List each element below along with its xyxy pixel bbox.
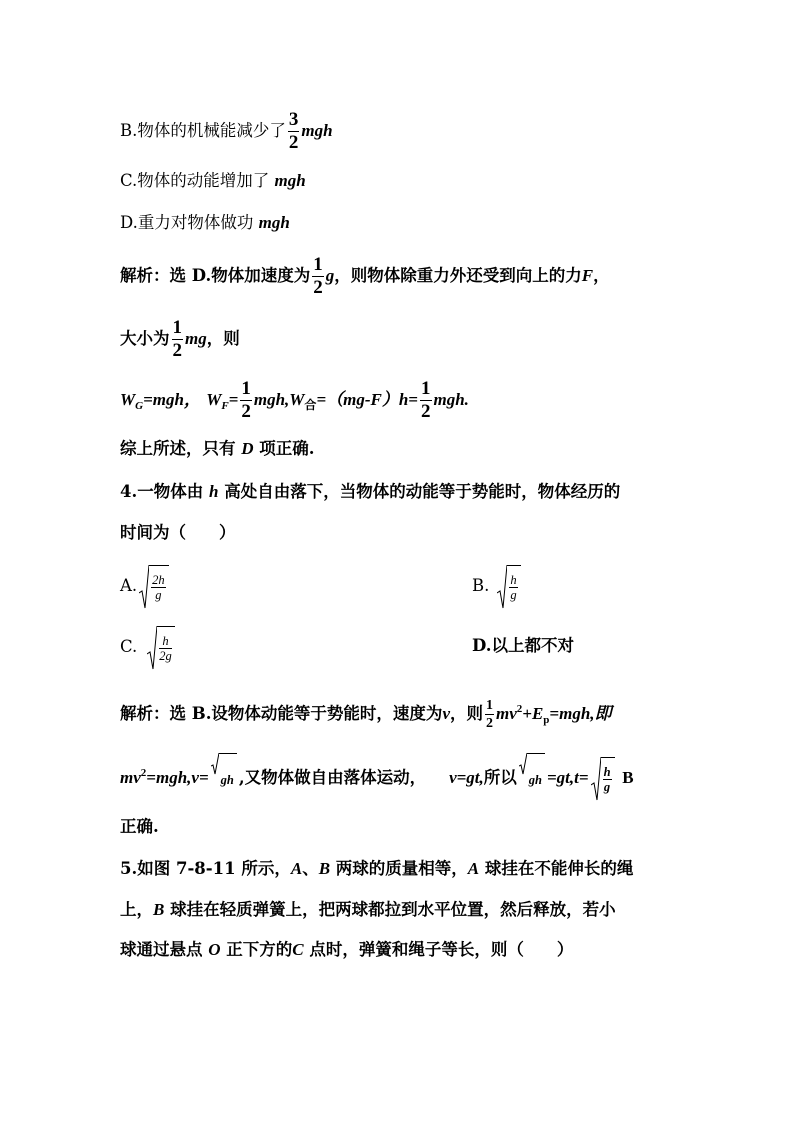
equation-part: = [228,390,239,409]
option-d-expr: mgh [258,213,290,232]
solution4-text: ，则 [449,704,483,723]
question4-line2 [120,522,236,544]
subscript-f: F [221,400,229,412]
solution3-text: ， [593,266,610,285]
frac-num: 2h [152,573,165,587]
work-equation [120,375,469,431]
question4-text: 时间为（ ） [120,523,236,542]
var-g: g [325,266,335,285]
frac-num: 3 [288,109,299,130]
question4-line1 [120,481,620,503]
var-h: h [208,482,219,501]
superscript-2: 2 [140,767,147,779]
option-b-label: B.物体的机械能减少了 [120,121,286,140]
var-a: A [290,859,303,878]
solution4-line3 [120,816,159,838]
sqrt-symbol [147,626,175,670]
frac-num: 1 [241,378,251,399]
var-v: v [442,704,450,723]
frac-num: h [603,765,611,779]
frac-den: 2 [172,340,182,361]
frac-num: 1 [172,317,182,338]
frac-num: 1 [485,698,493,713]
question4-text: 高处自由落下，当物体的动能等于势能时，物体经历的 [224,482,621,501]
q4-option-c [120,624,177,670]
equation-part: mgh. [433,390,469,409]
q4-option-d [472,635,574,657]
question5-line2 [120,899,616,921]
question5-line3 [120,939,573,961]
question5-text: 点时，弹簧和绳子等长，则（ ） [309,940,574,959]
var-w: W [120,390,136,409]
solution3-text: ，则物体除重力外还受到向上的力 [334,266,582,285]
solution4-text: ,又物体做自由落体运动， [238,768,427,787]
solution3-text: 综上所述，只有 [120,439,236,458]
solution3-line2 [120,314,240,364]
fraction-half [485,698,494,731]
sqrt-symbol [591,757,615,801]
var-w: W [289,390,305,409]
var-b: B [153,900,165,919]
question5-text: 球通过悬点 [120,940,203,959]
solution3-line1 [120,251,610,301]
frac-num: h [159,634,172,649]
solution4-text: 所以 [483,768,517,787]
question4-text: 4.一物体由 [120,482,204,501]
question5-text: 两球的质量相等， [335,859,468,878]
subscript-g: G [135,400,144,412]
solution3-text: 解析：选 D.物体加速度为 [120,266,311,285]
subscript-p: p [543,714,550,726]
sqrt-symbol [139,565,169,609]
frac-den: 2 [485,716,493,731]
solution3-conclusion [120,438,315,460]
solution4-text: 解析：选 B.设物体动能等于势能时，速度为 [120,704,443,723]
option-b [120,106,333,156]
equation-part: =（mg-F）h= [316,390,418,409]
option-label: A. [120,576,138,595]
option-label: C. [120,637,138,656]
solution4-text: 正确. [120,817,159,836]
question5-text: 球挂在不能伸长的绳 [484,859,634,878]
frac-num: 1 [421,378,431,399]
expr-mgh: =mgh,即 [549,704,612,723]
solution4-line2 [120,748,634,805]
var-c: C [292,940,304,959]
option-b-expr: mgh [301,121,333,140]
expr-v: =mgh,v= [146,768,209,787]
frac-den: 2 [241,401,251,422]
frac-num: 1 [313,254,323,275]
var-b: B [318,859,331,878]
expr-mv: mv [495,704,517,723]
radicand: gh [528,772,542,787]
fraction-half [420,379,432,422]
sqrt-symbol [497,565,520,609]
frac-den: g [510,588,517,602]
fraction-half [240,379,252,422]
frac-den: g [603,780,611,794]
radicand: gh [220,772,234,787]
fraction-half [312,255,324,298]
sqrt-symbol [519,753,545,805]
var-d: D [241,439,254,458]
frac-den: g [155,588,162,602]
sqrt-symbol [211,753,237,805]
superscript-2: 2 [516,703,523,715]
solution3-text: 大小为 [120,329,170,348]
question5-text: 正下方的 [226,940,293,959]
option-c-expr: mgh [274,171,306,190]
question5-text: 上， [120,900,153,919]
frac-den: 2 [288,132,299,153]
solution3-text: ，则 [206,329,240,348]
question5-text: 5.如图 7-8-11 所示， [120,859,291,878]
solution3-text: 项正确. [259,439,315,458]
expr-mv: mv [120,768,141,787]
expr-ep: +E [522,704,544,723]
solution4-line1 [120,686,612,743]
option-d [120,212,290,234]
option-c [120,170,306,192]
frac-den: 2 [421,401,431,422]
option-c-label: C.物体的动能增加了 [120,171,270,190]
option-label: D.以上都不对 [472,636,574,655]
expr-vgt: v=gt, [449,768,484,787]
option-label: B. [472,576,490,595]
question5-text: 球挂在轻质弹簧上，把两球都拉到水平位置，然后释放，若小 [170,900,616,919]
var-a: A [467,859,480,878]
expr-t: =gt,t= [547,768,589,787]
var-f: F [581,266,594,285]
var-w: W [206,390,222,409]
answer-b: B [622,768,634,787]
option-d-label: D.重力对物体做功 [120,213,254,232]
q4-option-b [472,563,523,609]
frac-den: 2g [159,649,172,663]
expr-mg: mg [185,329,207,348]
frac-num: h [510,573,517,587]
q4-option-a [120,563,171,609]
equation-part: mgh, [253,390,290,409]
question5-line1 [120,858,633,880]
frac-den: 2 [313,277,323,298]
subscript-he: 合 [304,398,317,412]
question5-text: 、 [302,859,319,878]
fraction-half [172,318,184,361]
equation-part: =mgh， [143,390,201,409]
fraction-three-halves [288,110,300,153]
var-o: O [208,940,221,959]
